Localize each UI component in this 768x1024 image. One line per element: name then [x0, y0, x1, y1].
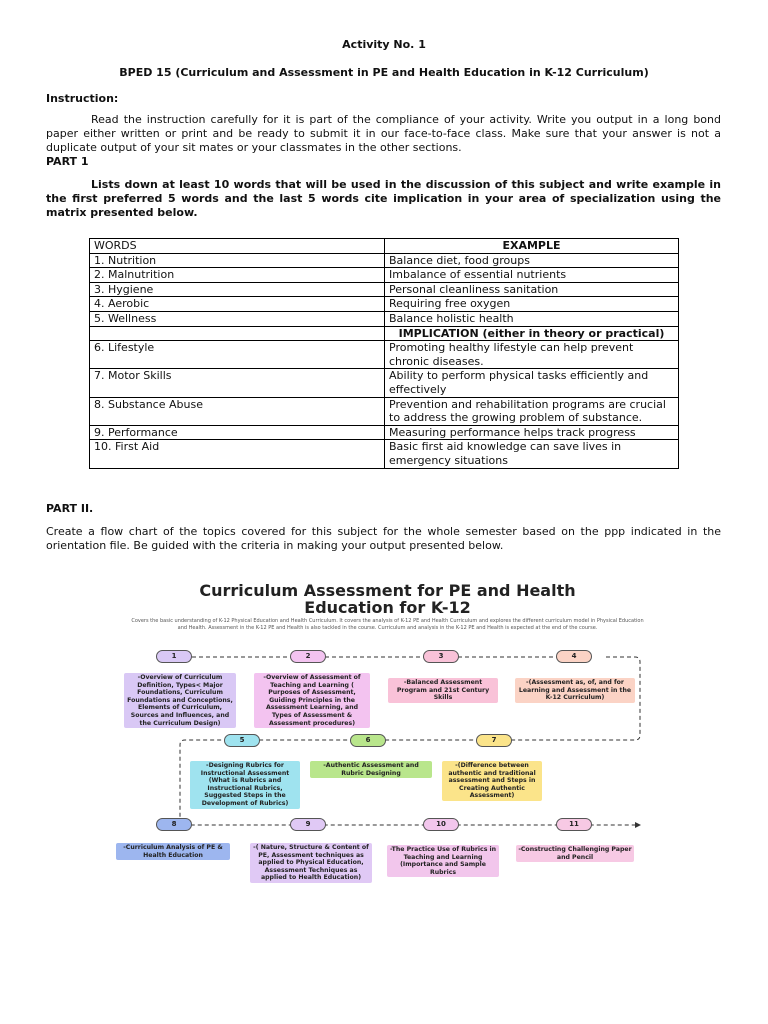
- value-cell: Ability to perform physical tasks efficiently and effectively: [385, 369, 679, 397]
- table-row: [90, 311, 679, 326]
- step-11-box: [516, 845, 634, 862]
- word-matrix: [89, 238, 679, 469]
- table-row: [90, 341, 679, 369]
- word-cell: 6. Lifestyle: [90, 341, 385, 369]
- word-cell: 9. Performance: [90, 425, 385, 440]
- table-row: [90, 297, 679, 312]
- instruction-label: Instruction:: [46, 92, 119, 105]
- word-cell: 1. Nutrition: [90, 253, 385, 268]
- flowchart-title-line2: Education for K-12: [304, 598, 471, 617]
- step-4-text: -(Assessment as, of, and for Learning and Assessment in the K-12 Curriculum): [518, 679, 632, 702]
- step-6-text: -Authentic Assessment and Rubric Designing: [323, 762, 419, 777]
- step-6-box: [310, 761, 432, 778]
- implication-header-row: [90, 326, 679, 341]
- word-cell: 5. Wellness: [90, 311, 385, 326]
- part1-label: PART 1: [46, 155, 89, 168]
- value-cell: Requiring free oxygen: [385, 297, 679, 312]
- flowchart: [110, 570, 665, 910]
- step-11-text: -Constructing Challenging Paper and Pencil: [518, 846, 632, 861]
- value-cell: Balance holistic health: [385, 311, 679, 326]
- step-2-box: [254, 673, 370, 728]
- word-cell: 7. Motor Skills: [90, 369, 385, 397]
- matrix-header: [90, 239, 679, 254]
- step-8-marker: 8: [156, 818, 192, 831]
- word-cell: 2. Malnutrition: [90, 268, 385, 283]
- value-cell: Measuring performance helps track progress: [385, 425, 679, 440]
- step-5-box: [190, 761, 300, 809]
- implication-header: IMPLICATION (either in theory or practical): [385, 326, 679, 341]
- table-row: [90, 253, 679, 268]
- step-7-text: -(Difference between authentic and traditional assessment and Steps in Creating Authentic Assessment): [448, 762, 536, 800]
- step-10-marker: 10: [423, 818, 459, 831]
- word-cell: 3. Hygiene: [90, 282, 385, 297]
- table-row: [90, 440, 679, 468]
- table-row: [90, 369, 679, 397]
- step-5-marker: 5: [224, 734, 260, 747]
- example-header: EXAMPLE: [385, 239, 679, 254]
- step-8-box: [116, 843, 230, 860]
- step-10-box: [387, 845, 499, 877]
- course-title: BPED 15 (Curriculum and Assessment in PE and Health Education in K-12 Curriculum): [119, 66, 649, 79]
- step-9-marker: 9: [290, 818, 326, 831]
- instruction-text: Read the instruction carefully for it is part of the compliance of your activity. Write you output in a long bond paper either written or print and be ready to submit it in our face-to-face class. Make sure that your answer is not a duplicate output of your sit mates or your classmates in the other sections.: [46, 113, 721, 154]
- step-3-marker: 3: [423, 650, 459, 663]
- step-1-text: -Overview of Curriculum Definition, Types< Major Foundations, Curriculum Foundations and Conceptions, Elements of Curriculum, Sources and Influences, and the Curriculum Design): [127, 674, 233, 727]
- word-cell: 10. First Aid: [90, 440, 385, 468]
- table-row: [90, 425, 679, 440]
- activity-title: Activity No. 1: [342, 38, 426, 51]
- step-10-text: -The Practice Use of Rubrics in Teaching and Learning (Importance and Sample Rubrics: [389, 846, 497, 876]
- table-row: [90, 268, 679, 283]
- value-cell: Imbalance of essential nutrients: [385, 268, 679, 283]
- value-cell: Balance diet, food groups: [385, 253, 679, 268]
- part1-text: Lists down at least 10 words that will be used in the discussion of this subject and write example in the first preferred 5 words and the last 5 words cite implication in your area of specialization using the matrix presented below.: [46, 178, 721, 219]
- value-cell: Promoting healthy lifestyle can help prevent chronic diseases.: [385, 341, 679, 369]
- step-9-box: [250, 843, 372, 883]
- words-header: WORDS: [90, 239, 385, 254]
- value-cell: Personal cleanliness sanitation: [385, 282, 679, 297]
- step-2-marker: 2: [290, 650, 326, 663]
- step-4-box: [515, 678, 635, 703]
- table-row: [90, 397, 679, 425]
- step-6-marker: 6: [350, 734, 386, 747]
- word-cell: 8. Substance Abuse: [90, 397, 385, 425]
- step-9-text: -( Nature, Structure & Content of PE, Assessment techniques as applied to Physical Education, Assessment Techniques as applied to Health Education): [253, 844, 369, 882]
- step-3-box: [388, 678, 498, 703]
- word-cell: 4. Aerobic: [90, 297, 385, 312]
- step-7-marker: 7: [476, 734, 512, 747]
- flowchart-subtitle: Covers the basic understanding of K-12 Physical Education and Health Curriculum. It covers the analysis of K-12 PE and Health Curriculum and explores the different curriculum model in Physical Education and Health. Assessment in the K-12 PE and Health is also tackled in the course. Curriculum and analysis in the K-12 PE and Health is expected at the end of the course.: [131, 618, 644, 631]
- part2-text: Create a flow chart of the topics covered for this subject for the whole semester based on the ppp indicated in the orientation file. Be guided with the criteria in making your output presented below.: [46, 525, 721, 552]
- step-11-marker: 11: [556, 818, 592, 831]
- step-5-text: -Designing Rubrics for Instructional Assessment (What is Rubrics and Instructional Rubrics, Suggested Steps in the Development of Rubrics): [200, 762, 290, 807]
- table-row: [90, 282, 679, 297]
- value-cell: Basic first aid knowledge can save lives in emergency situations: [385, 440, 679, 468]
- step-3-text: -Balanced Assessment Program and 21st Century Skills: [396, 679, 490, 702]
- part2-label: PART II.: [46, 502, 94, 515]
- step-8-text: -Curriculum Analysis of PE & Health Education: [123, 844, 223, 859]
- flowchart-title-line1: Curriculum Assessment for PE and Health: [199, 581, 576, 600]
- step-1-box: [124, 673, 236, 728]
- step-2-text: -Overview of Assessment of Teaching and Learning ( Purposes of Assessment, Guiding Principles in the Assessment Learning, and Types of Assessment & Assessment procedures): [263, 674, 361, 727]
- value-cell: Prevention and rehabilitation programs are crucial to address the growing problem of substance.: [385, 397, 679, 425]
- step-4-marker: 4: [556, 650, 592, 663]
- step-7-box: [442, 761, 542, 801]
- step-1-marker: 1: [156, 650, 192, 663]
